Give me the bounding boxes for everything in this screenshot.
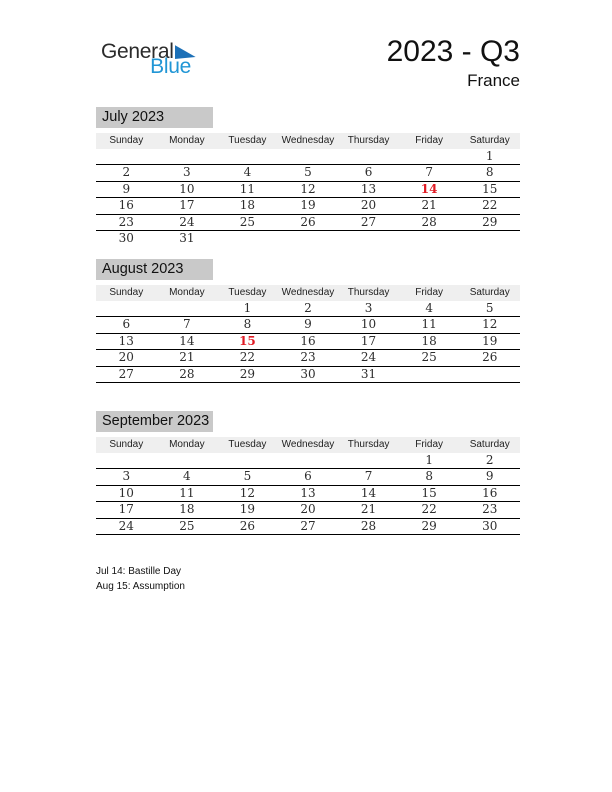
calendar-day: 5 xyxy=(243,469,252,484)
calendar-day-empty xyxy=(278,453,339,469)
calendar-day: 7 xyxy=(425,165,433,180)
calendar-day: 13 xyxy=(360,181,377,196)
weekday-label: Wednesday xyxy=(281,135,335,146)
calendar-day: 29 xyxy=(421,518,437,533)
calendar-day: 22 xyxy=(239,350,256,365)
calendar-day-empty xyxy=(96,149,157,165)
calendar-day: 17 xyxy=(360,333,377,348)
calendar-day: 11 xyxy=(239,181,256,196)
holiday-footnote: Aug 15: Assumption xyxy=(96,580,185,592)
calendar-week-row xyxy=(96,367,520,383)
calendar-day: 16 xyxy=(118,198,134,213)
calendar-day: 26 xyxy=(239,518,256,533)
calendar-day: 18 xyxy=(179,502,195,517)
calendar-day: 18 xyxy=(239,198,256,213)
calendar-day: 15 xyxy=(482,181,498,196)
calendar-day-empty xyxy=(338,453,399,469)
month-block-july-2023 xyxy=(96,107,520,247)
weekday-label: Friday xyxy=(415,135,444,146)
calendar-day: 20 xyxy=(118,350,134,365)
calendar-week-row xyxy=(96,519,520,535)
calendar-week-row xyxy=(96,317,520,333)
calendar-day: 31 xyxy=(179,230,195,245)
weekday-header-row xyxy=(96,133,520,149)
calendar-day: 11 xyxy=(421,317,437,332)
calendar-day: 28 xyxy=(360,518,377,533)
calendar-day: 26 xyxy=(300,214,316,229)
calendar-day: 15 xyxy=(421,485,437,500)
calendar-week-row xyxy=(96,215,520,231)
calendar-day: 1 xyxy=(243,301,252,315)
calendar-day: 6 xyxy=(364,165,373,180)
weekday-label: Friday xyxy=(415,439,444,450)
calendar-day: 18 xyxy=(421,333,437,348)
weekday-label: Saturday xyxy=(469,135,510,146)
calendar-day: 21 xyxy=(360,502,377,517)
calendar-day-empty xyxy=(96,301,157,317)
weekday-label: Monday xyxy=(169,135,205,146)
calendar-day: 12 xyxy=(300,181,316,196)
calendar-day: 5 xyxy=(485,301,494,315)
weekday-label: Sunday xyxy=(109,439,144,450)
calendar-day: 23 xyxy=(118,214,134,229)
calendar-day: 20 xyxy=(300,502,316,517)
calendar-day: 9 xyxy=(304,317,312,332)
calendar-day: 10 xyxy=(179,181,195,196)
calendar-day: 9 xyxy=(122,181,131,196)
logo-text-general: General xyxy=(101,40,174,63)
weekday-label: Wednesday xyxy=(281,439,335,450)
country-label: France xyxy=(467,71,520,90)
calendar-day: 30 xyxy=(118,230,134,245)
calendar-day: 14 xyxy=(360,485,377,500)
calendar-day: 19 xyxy=(300,198,316,213)
calendar-day: 20 xyxy=(360,198,377,213)
calendar-day: 9 xyxy=(485,469,494,484)
calendar-day-empty xyxy=(217,453,278,469)
calendar-day: 16 xyxy=(300,333,316,348)
calendar-day-empty xyxy=(338,149,399,165)
month-block-september-2023 xyxy=(96,411,520,535)
holiday-footnotes xyxy=(96,565,185,594)
calendar-day-empty xyxy=(217,231,278,247)
calendar-day: 12 xyxy=(239,485,256,500)
weekday-label: Sunday xyxy=(109,135,144,146)
calendar-week-row xyxy=(96,301,520,317)
calendar-day-empty xyxy=(157,453,218,469)
calendar-week-row xyxy=(96,502,520,518)
weekday-label: Wednesday xyxy=(281,287,335,298)
weekday-label: Thursday xyxy=(347,439,390,450)
calendar-day: 17 xyxy=(118,502,134,517)
calendar-day: 27 xyxy=(300,518,316,533)
quarter-title: 2023 - Q3 xyxy=(386,35,520,68)
calendar-week-row xyxy=(96,469,520,485)
calendar-day-empty xyxy=(278,149,339,165)
calendar-day: 5 xyxy=(304,165,312,180)
month-title: July 2023 xyxy=(96,107,213,128)
calendar-day: 3 xyxy=(183,165,191,180)
calendar-day: 17 xyxy=(179,198,195,213)
calendar-day: 25 xyxy=(239,214,256,229)
calendar-day: 21 xyxy=(179,350,195,365)
calendar-day: 28 xyxy=(179,366,195,381)
weekday-label: Thursday xyxy=(347,287,390,298)
calendar-week-row xyxy=(96,198,520,214)
calendar-day: 11 xyxy=(179,485,195,500)
calendar-day: 6 xyxy=(122,317,131,332)
calendar-day: 16 xyxy=(482,485,498,500)
quarter-header xyxy=(387,36,520,91)
calendar-day: 28 xyxy=(421,214,437,229)
calendar-day: 23 xyxy=(482,502,498,517)
calendar-day: 4 xyxy=(425,301,433,315)
weekday-header-row xyxy=(96,285,520,301)
calendar-day-empty xyxy=(459,367,520,383)
month-title: September 2023 xyxy=(96,411,213,432)
calendar-day: 8 xyxy=(485,165,494,180)
calendar-day: 26 xyxy=(482,350,498,365)
calendar-day: 19 xyxy=(482,333,498,348)
month-block-august-2023 xyxy=(96,259,520,383)
calendar-day-holiday: 14 xyxy=(420,181,438,196)
calendar-day-empty xyxy=(157,149,218,165)
calendar-day-empty xyxy=(157,301,218,317)
calendar-day: 27 xyxy=(118,366,134,381)
general-blue-logo xyxy=(101,42,191,78)
calendar-day: 4 xyxy=(183,469,191,484)
calendar-day-empty xyxy=(338,231,399,247)
calendar-day: 3 xyxy=(364,301,373,315)
calendar-day-empty xyxy=(96,453,157,469)
month-title: August 2023 xyxy=(96,259,213,280)
calendar-day: 31 xyxy=(360,366,377,381)
holiday-footnote: Jul 14: Bastille Day xyxy=(96,566,182,577)
weekday-label: Tuesday xyxy=(228,135,267,146)
calendar-day-empty xyxy=(278,231,339,247)
calendar-day-empty xyxy=(459,231,520,247)
calendar-day-empty xyxy=(217,149,278,165)
calendar-day: 24 xyxy=(360,350,377,365)
calendar-day: 1 xyxy=(485,149,494,163)
calendar-day: 3 xyxy=(122,469,131,484)
calendar-day: 2 xyxy=(485,453,494,467)
calendar-day: 12 xyxy=(482,317,498,332)
calendar-day: 30 xyxy=(300,366,316,381)
calendar-day: 29 xyxy=(482,214,498,229)
calendar-day: 8 xyxy=(243,317,252,332)
calendar-day: 22 xyxy=(421,502,437,517)
calendar-day: 14 xyxy=(179,333,195,348)
calendar-day: 29 xyxy=(239,366,256,381)
calendar-day: 24 xyxy=(118,518,134,533)
calendar-day: 27 xyxy=(360,214,377,229)
calendar-day: 25 xyxy=(179,518,195,533)
calendar-day: 10 xyxy=(360,317,377,332)
calendar-week-row xyxy=(96,350,520,366)
weekday-label: Friday xyxy=(415,287,444,298)
calendar-day: 22 xyxy=(482,198,498,213)
calendar-week-row xyxy=(96,486,520,502)
calendar-day-holiday: 15 xyxy=(239,333,256,348)
calendar-day: 30 xyxy=(482,518,498,533)
calendar-day: 13 xyxy=(300,485,316,500)
weekday-label: Thursday xyxy=(347,135,390,146)
calendar-day: 10 xyxy=(118,485,134,500)
calendar-week-row xyxy=(96,231,520,247)
calendar-day: 2 xyxy=(304,301,312,315)
calendar-day-empty xyxy=(399,367,460,383)
logo-text-blue: Blue xyxy=(150,55,191,78)
calendar-day: 6 xyxy=(304,469,312,484)
calendar-day: 4 xyxy=(243,165,252,180)
calendar-day-empty xyxy=(399,149,460,165)
calendar-week-row xyxy=(96,334,520,350)
weekday-label: Tuesday xyxy=(228,439,267,450)
calendar-day: 1 xyxy=(425,453,433,467)
weekday-label: Monday xyxy=(169,439,205,450)
calendar-day: 19 xyxy=(239,502,256,517)
weekday-label: Tuesday xyxy=(228,287,267,298)
weekday-label: Saturday xyxy=(469,439,510,450)
calendar-week-row xyxy=(96,453,520,469)
calendar-week-row xyxy=(96,165,520,181)
calendar-day: 25 xyxy=(421,350,437,365)
calendar-day: 2 xyxy=(122,165,131,180)
calendar-day: 23 xyxy=(300,350,316,365)
weekday-header-row xyxy=(96,437,520,453)
weekday-label: Sunday xyxy=(109,287,144,298)
calendar-week-row xyxy=(96,149,520,165)
calendar-day: 8 xyxy=(425,469,433,484)
calendar-day: 13 xyxy=(118,333,134,348)
calendar-day-empty xyxy=(399,231,460,247)
weekday-label: Saturday xyxy=(469,287,510,298)
calendar-day: 7 xyxy=(183,317,191,332)
calendar-day: 21 xyxy=(421,198,437,213)
calendar-day: 24 xyxy=(179,214,195,229)
calendar-week-row xyxy=(96,182,520,198)
calendar-day: 7 xyxy=(364,469,373,484)
weekday-label: Monday xyxy=(169,287,205,298)
